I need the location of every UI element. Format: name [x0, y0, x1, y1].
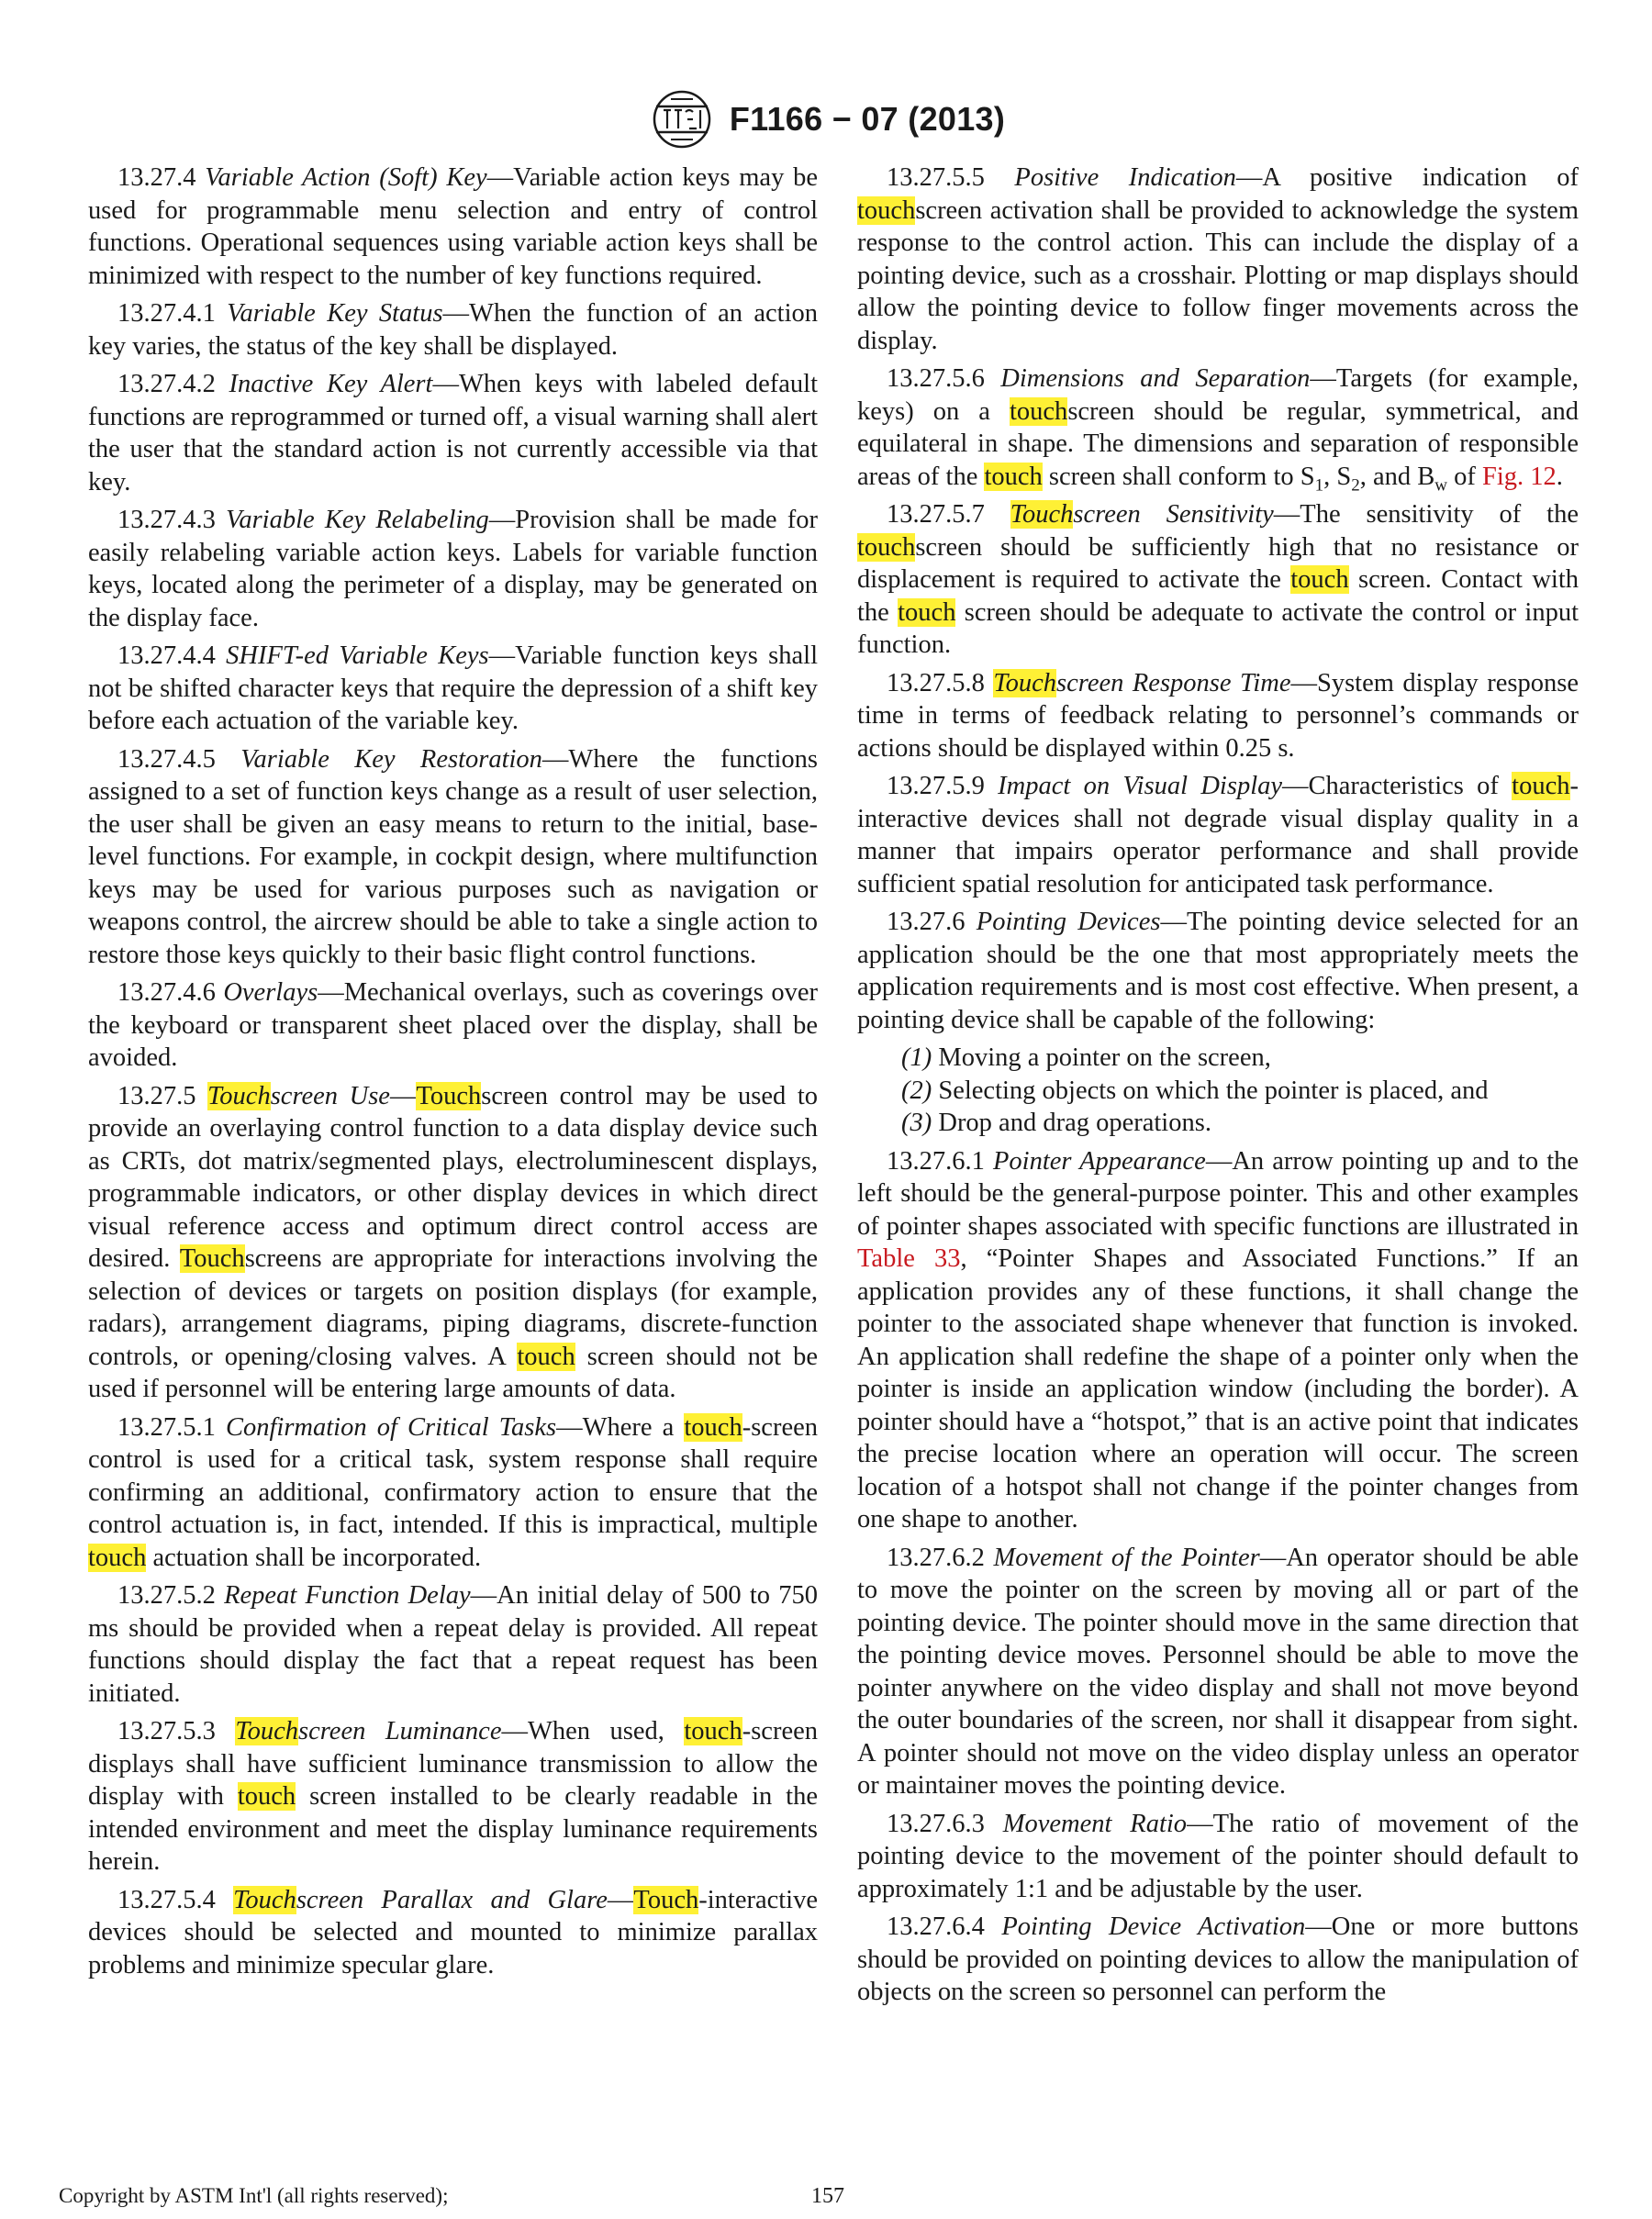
section-13-27-5-6: 13.27.5.6 Dimensions and Separation—Targets (for example, keys) on a touchscreen should be regular, symmetrical, and equilateral in shape. The dimensions and separation of responsible areas of the touch screen shall conform to $S_1$, $S_2$, and $B_w$ of Fig. 12. — [857, 364, 1579, 496]
footer-copyright: Copyright by ASTM Int'l (all rights reserved); — [59, 2184, 449, 2207]
section-13-27-5-5: 13.27.5.5 Positive Indication—A positive indication of touchscreen activation shall be provided to acknowledge the system response to the control action. This can include the display of a pointing device, such as a crosshair. Plotting or map displays should allow the pointing device to follow finger movements across the display. — [857, 163, 1579, 355]
section-13-27-4: 13.27.4 Variable Action (Soft) Key—Variable action keys may be used for programmable menu selection and entry of control functions. Operational sequences using variable action keys shall be minimized with respect to the number of key functions required. — [88, 163, 818, 290]
search-highlight: touch — [88, 1543, 147, 1572]
left-column — [88, 162, 818, 1987]
section-title: Variable Action (Soft) Key — [205, 163, 487, 192]
section-title: Confirmation of Critical Tasks — [225, 1412, 557, 1442]
search-highlight: touch — [1009, 396, 1068, 426]
section-title: Positive Indication — [1014, 163, 1236, 192]
search-highlight: Touch — [633, 1885, 699, 1914]
section-title: Impact on Visual Display — [998, 772, 1283, 800]
search-highlight: touch — [984, 462, 1043, 491]
list-item: (3) Drop and drag operations. — [901, 1109, 1211, 1137]
search-highlight: Touch — [993, 668, 1057, 697]
search-highlight: Touch — [207, 1081, 271, 1110]
section-title: Pointing Devices — [976, 908, 1161, 936]
list-item: (1) Moving a pointer on the screen, — [901, 1043, 1271, 1072]
section-title: Overlays — [223, 978, 318, 1007]
search-highlight: touch — [684, 1717, 742, 1745]
section-13-27-5: 13.27.5 Touchscreen Use—Touchscreen control may be used to provide an overlaying control function to a data display device such as CRTs, dot matrix/segmented plays, electroluminescent displays, programmable indicators, or other display devices in which direct visual reference access and optimum direct control access are desired. Touchscreens are appropriate for interactions involving the selection of devices or targets on position displays (for example, radars), arrangement diagrams, piping diagrams, discrete-function controls, or opening/closing valves. A touch screen should not be used if personnel will be entering large amounts of data. — [88, 1081, 819, 1403]
section-13-27-6-3: 13.27.6.3 Movement Ratio—The ratio of movement of the pointing device to the movement of the pointer should default to approximately 1:1 and be adjustable by the user. — [857, 1809, 1579, 1903]
search-highlight: touch — [1290, 565, 1349, 594]
astm-logo-icon — [647, 88, 717, 151]
section-13-27-5-1: 13.27.5.1 Confirmation of Critical Tasks—Where a touch-screen control is used for a critical task, system response shall require confirming an additional, confirmatory action to ensure that the control actuation is, in fact, intended. If this is impractical, multiple touch actuation shall be incorporated. — [88, 1412, 818, 1572]
section-13-27-6-1: 13.27.6.1 Pointer Appearance—An arrow pointing up and to the left should be the general-purpose pointer. This and other examples of pointer shapes associated with specific functions are illustrated in Table 33, “Pointer Shapes and Associated Functions.” If an application provides any of these functions, it shall change the pointer to the associated shape whenever that function is invoked. An application shall redefine the shape of a pointer only when the pointer is inside an application window (including the border). A pointer should have a “hotspot,” that is an active point that indicates the precise location where an operation will occur. The screen location of a hotspot shall not change if the pointer changes from one shape to another. — [857, 1146, 1579, 1533]
section-title: Pointing Device Activation — [1001, 1912, 1306, 1941]
section-13-27-4-5: 13.27.4.5 Variable Key Restoration—Where the functions assigned to a set of function keys change as a result of user selection, the user shall be given an easy means to return to the initial, base-level functions. For example, in cockpit design, where multifunction keys may be used for various purposes such as navigation or weapons control, the aircrew should be able to take a single action to restore those keys quickly to their basic flight control functions. — [88, 744, 819, 969]
section-13-27-4-4: 13.27.4.4 SHIFT-ed Variable Keys—Variable function keys shall not be shifted character keys that require the depression of a shift key before each actuation of the variable key. — [88, 641, 818, 735]
search-highlight: touch — [237, 1782, 296, 1811]
section-13-27-5-7: 13.27.5.7 Touchscreen Sensitivity—The sensitivity of the touchscreen should be sufficiently high that no resistance or displacement is required to activate the touch screen. Contact with the touch screen should be adequate to activate the control or input function. — [857, 500, 1579, 659]
section-13-27-5-9: 13.27.5.9 Impact on Visual Display—Characteristics of touch-interactive devices shall not degrade visual display quality in a manner that impairs operator performance and shall provide sufficient spatial resolution for anticipated task performance. — [857, 772, 1579, 898]
section-title: Touchscreen Sensitivity — [1010, 500, 1274, 529]
section-title: Movement Ratio — [1002, 1809, 1188, 1838]
section-title: Touchscreen Use — [207, 1081, 390, 1110]
section-title: Inactive Key Alert — [229, 370, 433, 398]
search-highlight: Touch — [233, 1885, 296, 1914]
section-title: Movement of the Pointer — [993, 1543, 1260, 1572]
section-title: Variable Key Restoration — [240, 744, 542, 774]
search-highlight: Touch — [179, 1244, 245, 1273]
section-title: SHIFT-ed Variable Keys — [226, 641, 489, 670]
page-number: 157 — [811, 2184, 844, 2208]
search-highlight: touch — [517, 1342, 575, 1371]
document-id: F1166 − 07 (2013) — [729, 100, 1006, 138]
section-title: Touchscreen Luminance — [235, 1717, 502, 1745]
section-title: Touchscreen Response Time — [993, 668, 1291, 697]
search-highlight: touch — [857, 195, 916, 225]
search-highlight: Touch — [1010, 500, 1074, 529]
section-title: Pointer Appearance — [993, 1146, 1206, 1176]
search-highlight: touch — [1512, 772, 1570, 800]
section-title: Repeat Function Delay — [224, 1581, 471, 1610]
search-highlight: Touch — [235, 1717, 299, 1745]
section-13-27-6-4: 13.27.6.4 Pointing Device Activation—One or more buttons should be provided on pointing devices to allow the manipulation of objects on the screen so personnel can perform the — [857, 1912, 1579, 2006]
table-link[interactable]: Table 33 — [857, 1244, 961, 1273]
figure-link[interactable]: Fig. 12 — [1482, 462, 1557, 491]
section-13-27-4-3: 13.27.4.3 Variable Key Relabeling—Provision shall be made for easily relabeling variable action keys. Labels for variable function keys, located along the perimeter of a display, may be generated on the display face. — [88, 506, 818, 632]
section-13-27-6: 13.27.6 Pointing Devices—The pointing device selected for an application should be the one that most appropriately meets the application requirements and is most cost effective. When present, a pointing device shall be capable of the following: — [857, 908, 1579, 1034]
section-13-27-4-1: 13.27.4.1 Variable Key Status—When the function of an action key varies, the status of the key shall be displayed. — [88, 299, 818, 361]
section-title: Variable Key Status — [227, 299, 443, 328]
list-item: (2) Selecting objects on which the pointer is placed, and — [901, 1076, 1489, 1105]
right-column — [857, 162, 1579, 2014]
search-highlight: touch — [898, 597, 956, 627]
section-13-27-4-2: 13.27.4.2 Inactive Key Alert—When keys with labeled default functions are reprogrammed or turned off, a visual warning shall alert the user that the standard action is not currently accessible via that key. — [88, 370, 819, 496]
section-13-27-5-8: 13.27.5.8 Touchscreen Response Time—System display response time in terms of feedback relating to personnel’s commands or actions should be displayed within 0.25 s. — [857, 668, 1579, 763]
section-title: Dimensions and Separation — [1000, 364, 1311, 393]
section-13-27-5-3: 13.27.5.3 Touchscreen Luminance—When used, touch-screen displays shall have sufficient luminance transmission to allow the display with touch screen installed to be clearly readable in the intended environment and meet the display luminance requirements herein. — [88, 1717, 818, 1876]
section-13-27-4-6: 13.27.4.6 Overlays—Mechanical overlays, such as coverings over the keyboard or transparent sheet placed over the display, shall be avoided. — [88, 978, 818, 1072]
section-13-27-5-4: 13.27.5.4 Touchscreen Parallax and Glare—Touch-interactive devices should be selected and mounted to minimize parallax problems and minimize specular glare. — [88, 1885, 819, 1979]
search-highlight: touch — [684, 1412, 742, 1442]
section-13-27-6-2: 13.27.6.2 Movement of the Pointer—An operator should be able to move the pointer on the screen by moving all or part of the pointing device. The pointer should move in the same direction that the pointing device moves. Personnel should be able to move the pointer anywhere on the video display and shall not move beyond the outer boundaries of the screen, nor shall it disappear from sight. A pointer should not move on the video display unless an operator or maintainer moves the pointing device. — [857, 1543, 1579, 1800]
section-title: Variable Key Relabeling — [226, 506, 489, 534]
section-13-27-5-2: 13.27.5.2 Repeat Function Delay—An initial delay of 500 to 750 ms should be provided when a repeat delay is provided. All repeat functions should display the fact that a repeat request has been initiated. — [88, 1581, 819, 1708]
section-title: Touchscreen Parallax and Glare — [233, 1885, 608, 1914]
page-header — [0, 88, 1652, 155]
search-highlight: touch — [857, 532, 916, 562]
search-highlight: Touch — [416, 1081, 482, 1110]
